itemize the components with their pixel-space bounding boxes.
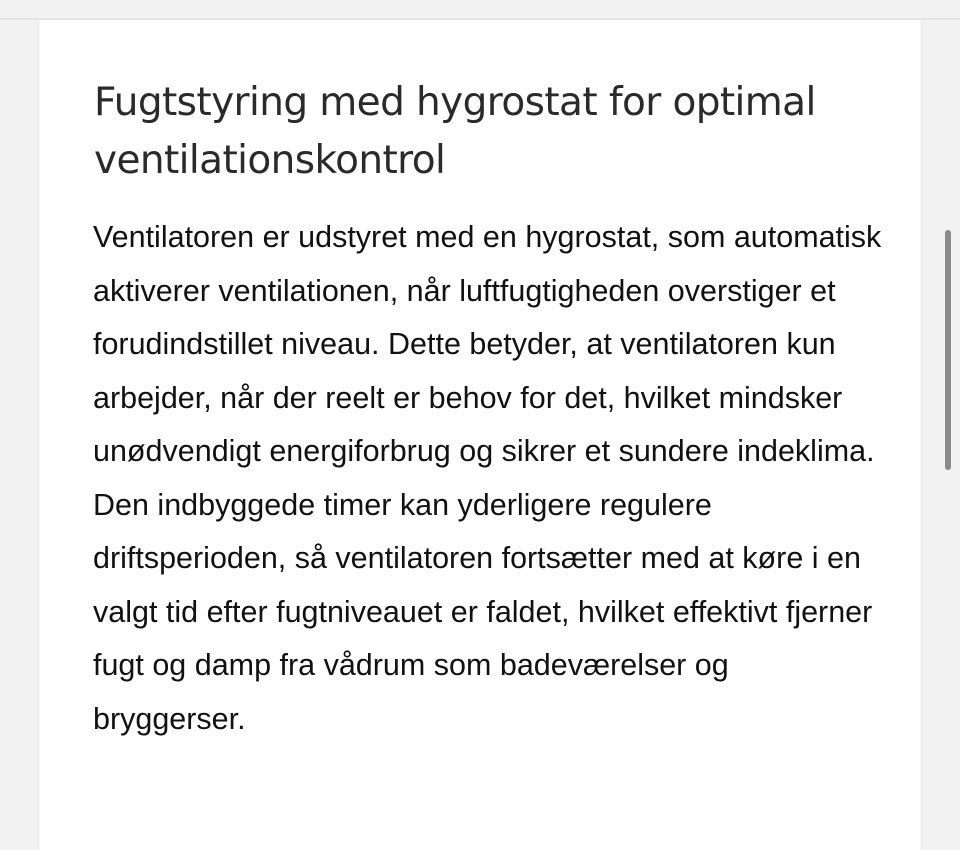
scrollbar-thumb[interactable] (945, 230, 951, 470)
article-title: Fugtstyring med hygrostat for optimal ventilationskontrol (94, 80, 816, 183)
article-card (38, 20, 922, 850)
article-body: Ventilatoren er udstyret med en hygrostat, som automatisk aktiverer ventilationen, når luftfugtigheden overstiger et forudindstillet niveau. Dette betyder, at ventilatoren kun arbejder, når der reelt er behov for det, hvilket mindsker unødvendigt energiforbrug og sikrer et sundere indeklima. Den indbyggede timer kan yderligere regulere driftsperioden, så ventilatoren fortsætter med at køre i en valgt tid efter fugtniveauet er faldet, hvilket effektivt fjerner fugt og damp fra vådrum som badeværelser og bryggerser. (93, 220, 882, 736)
